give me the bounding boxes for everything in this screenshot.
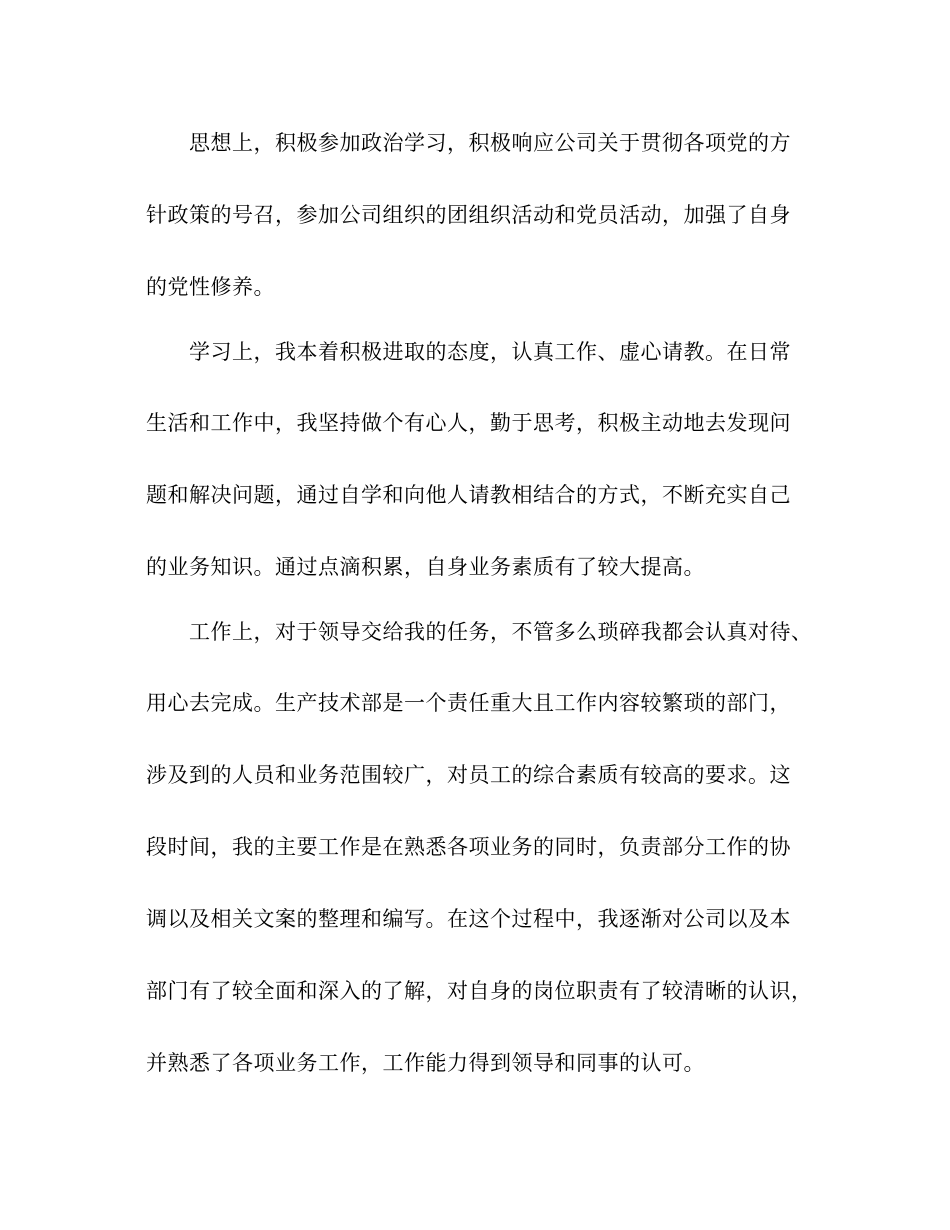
- paragraph-1-line-2: 针政策的号召，参加公司组织的团组织活动和党员活动，加强了自身: [146, 203, 791, 227]
- paragraph-3-line-1: 工作上，对于领导交给我的任务，不管多么琐碎我都会认真对待、: [189, 620, 813, 644]
- paragraph-3-line-6: 部门有了较全面和深入的了解，对自身的岗位职责有了较清晰的认识，: [146, 979, 813, 1003]
- paragraph-2-line-3: 题和解决问题，通过自学和向他人请教相结合的方式，不断充实自己: [146, 483, 791, 507]
- paragraph-1-line-1: 思想上，积极参加政治学习，积极响应公司关于贯彻各项党的方: [189, 131, 791, 155]
- paragraph-3-line-2: 用心去完成。生产技术部是一个责任重大且工作内容较繁琐的部门，: [146, 691, 791, 715]
- paragraph-1-line-3: 的党性修养。: [146, 275, 275, 299]
- paragraph-3-line-7: 并熟悉了各项业务工作，工作能力得到领导和同事的认可。: [146, 1051, 705, 1075]
- paragraph-3-line-5: 调以及相关文案的整理和编写。在这个过程中，我逐渐对公司以及本: [146, 907, 791, 931]
- paragraph-3-line-4: 段时间，我的主要工作是在熟悉各项业务的同时，负责部分工作的协: [146, 835, 791, 859]
- paragraph-2-line-1: 学习上，我本着积极进取的态度，认真工作、虚心请教。在日常: [189, 340, 791, 364]
- paragraph-2-line-4: 的业务知识。通过点滴积累，自身业务素质有了较大提高。: [146, 555, 705, 579]
- paragraph-3-line-3: 涉及到的人员和业务范围较广，对员工的综合素质有较高的要求。这: [146, 763, 791, 787]
- paragraph-2-line-2: 生活和工作中，我坚持做个有心人，勤于思考，积极主动地去发现问: [146, 411, 791, 435]
